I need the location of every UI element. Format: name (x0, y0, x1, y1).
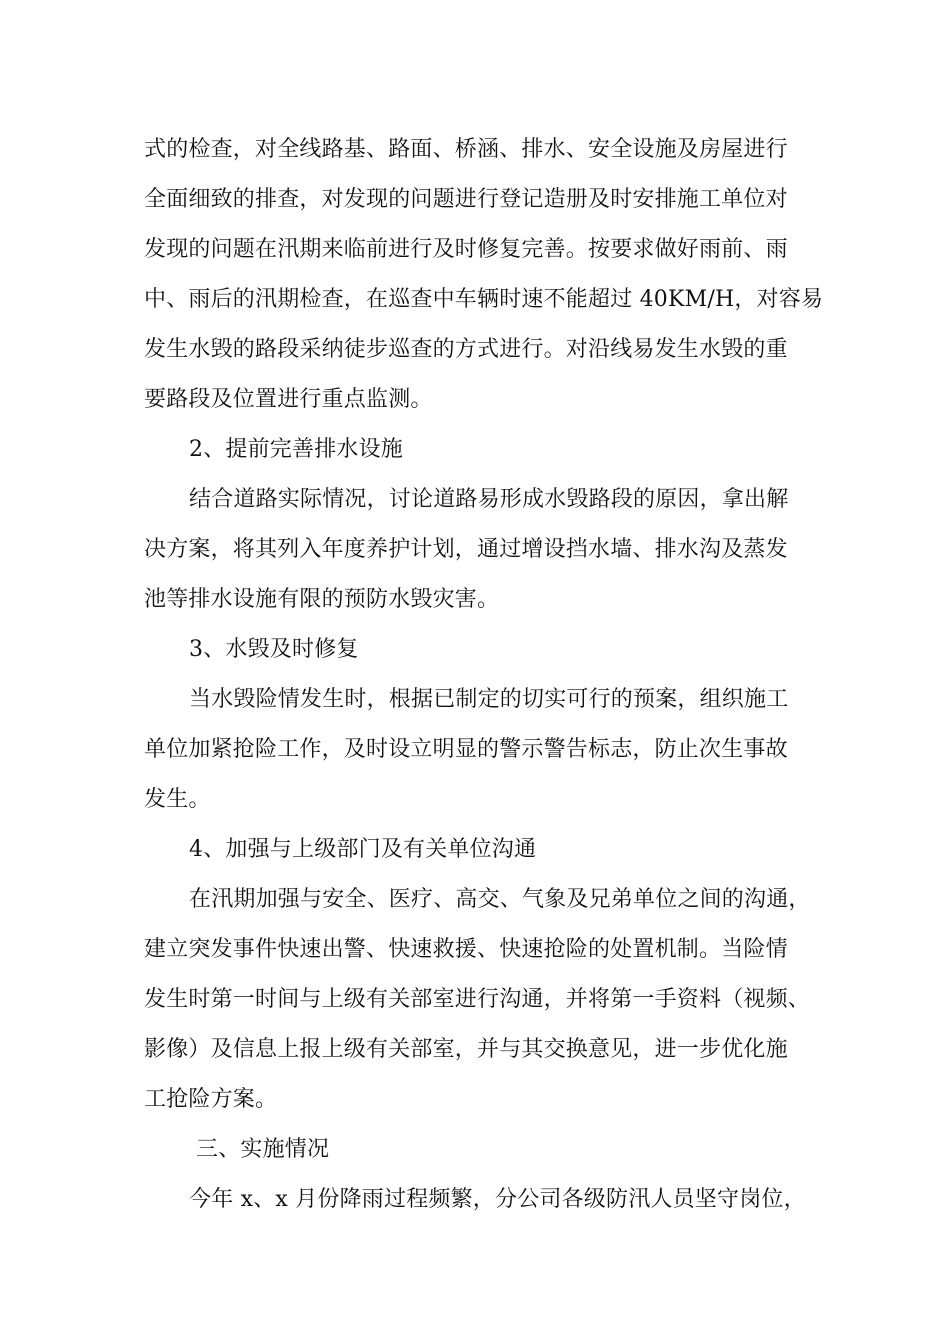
paragraph-line: 发现的问题在汛期来临前进行及时修复完善。按要求做好雨前、雨 (144, 237, 788, 262)
paragraph-line: 当水毁险情发生时，根据已制定的切实可行的预案，组织施工 (189, 687, 789, 712)
paragraph-line: 今年 x、x 月份降雨过程频繁，分公司各级防汛人员坚守岗位， (189, 1187, 806, 1212)
paragraph-line: 影像）及信息上报上级有关部室，并与其交换意见，进一步优化施 (144, 1037, 788, 1062)
section-heading: 2、提前完善排水设施 (189, 437, 403, 462)
paragraph-line: 建立突发事件快速出警、快速救援、快速抢险的处置机制。当险情 (144, 937, 788, 962)
paragraph-line: 决方案，将其列入年度养护计划，通过增设挡水墙、排水沟及蒸发 (144, 537, 788, 562)
chapter-heading: 三、实施情况 (196, 1137, 330, 1162)
paragraph-line: 发生。 (144, 787, 211, 812)
paragraph-line: 全面细致的排查，对发现的问题进行登记造册及时安排施工单位对 (144, 187, 788, 212)
paragraph-line: 式的检查，对全线路基、路面、桥涵、排水、安全设施及房屋进行 (144, 137, 788, 162)
paragraph-line: 工抢险方案。 (144, 1087, 278, 1112)
paragraph-line: 要路段及位置进行重点监测。 (144, 387, 433, 412)
section-heading: 4、加强与上级部门及有关单位沟通 (189, 837, 537, 862)
paragraph-line: 中、雨后的汛期检查，在巡查中车辆时速不能超过 40KM/H，对容易 (144, 287, 824, 312)
paragraph-line: 单位加紧抢险工作，及时设立明显的警示警告标志，防止次生事故 (144, 737, 788, 762)
paragraph-line: 在汛期加强与安全、医疗、高交、气象及兄弟单位之间的沟通， (189, 887, 811, 912)
paragraph-line: 池等排水设施有限的预防水毁灾害。 (144, 587, 500, 612)
paragraph-line: 结合道路实际情况，讨论道路易形成水毁路段的原因，拿出解 (189, 487, 789, 512)
section-heading: 3、水毁及时修复 (189, 637, 359, 662)
paragraph-line: 发生时第一时间与上级有关部室进行沟通，并将第一手资料（视频、 (144, 987, 811, 1012)
paragraph-line: 发生水毁的路段采纳徒步巡查的方式进行。对沿线易发生水毁的重 (144, 337, 788, 362)
